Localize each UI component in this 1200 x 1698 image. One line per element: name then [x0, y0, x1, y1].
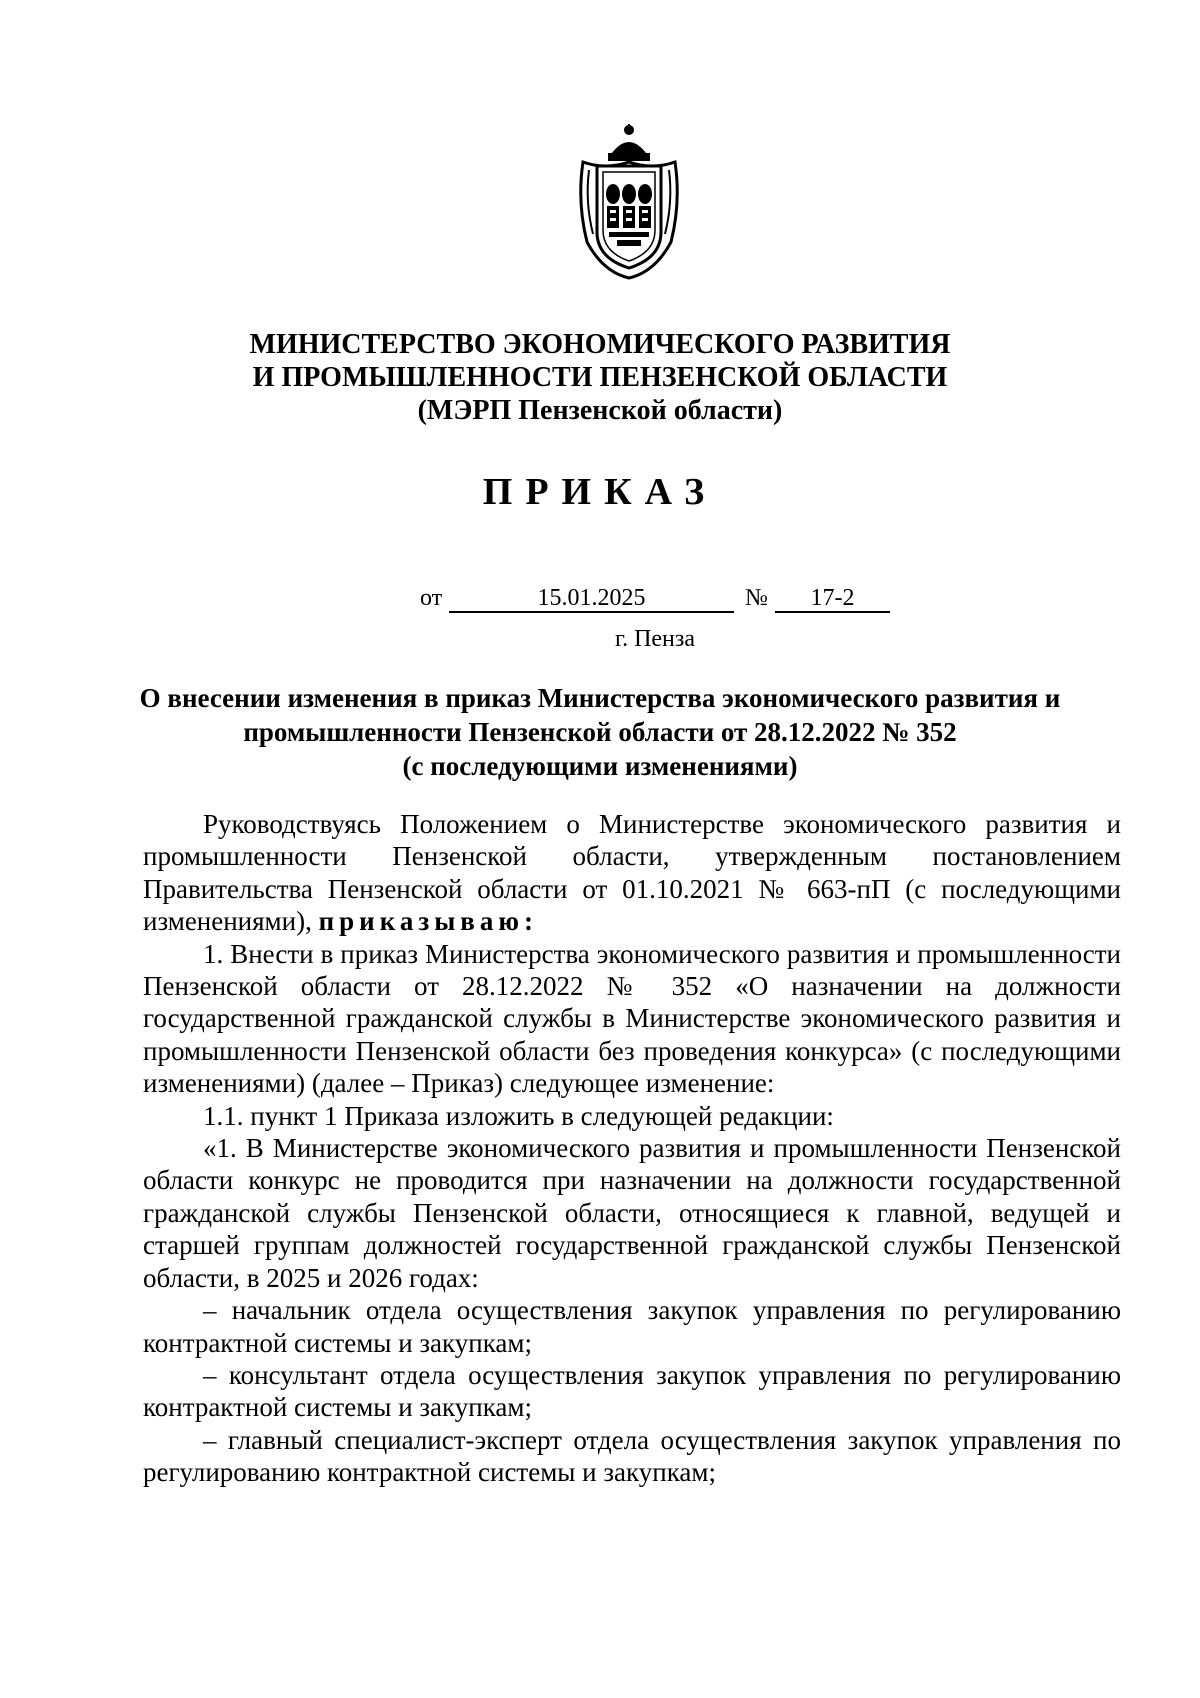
subject-line-1: О внесении изменения в приказ Министерства экономического развития и: [139, 683, 1061, 713]
preamble-text: Руководствуясь Положением о Министерстве экономического развития и промышленности Пензенской области, утвержденным постановлением Правительства Пензенской области от 01.10.2021 № 663-пП (с последующими изменениями),: [143, 809, 1121, 937]
coat-of-arms-icon: [573, 122, 685, 280]
city: г. Пенза: [614, 626, 696, 652]
list-item: – главный специалист-эксперт отдела осуществления закупок управления по регулированию контрактной системы и закупкам;: [143, 1424, 1121, 1488]
preamble-paragraph: [143, 808, 1121, 938]
paragraph-new-1: «1. В Министерстве экономического развития и промышленности Пензенской области конкурс не проводится при назначении на должности государственной гражданской службы Пензенской области, относящиеся к главной, ведущей и старшей группам должностей государственной гражданской службы Пензенской области, в 2025 и 2026 годах:: [143, 1133, 1121, 1293]
document-body: [143, 808, 1121, 1489]
ministry-name: [0, 328, 1200, 427]
subject-line-3: (с последующими изменениями): [402, 751, 798, 781]
ministry-line-2: И ПРОМЫШЛЕННОСТИ ПЕНЗЕНСКОЙ ОБЛАСТИ: [252, 362, 948, 393]
list-item: – начальник отдела осуществления закупок управления по регулированию контрактной системы и закупкам;: [143, 1295, 1121, 1358]
subject-line-2: промышленности Пензенской области от 28.12.2022 № 352: [243, 717, 957, 747]
number-prefix: №: [745, 585, 768, 611]
ministry-short-name: (МЭРП Пензенской области): [417, 395, 783, 426]
ministry-line-1: МИНИСТЕРСТВО ЭКОНОМИЧЕСКОГО РАЗВИТИЯ: [249, 329, 951, 360]
document-type: ПРИКАЗ: [482, 471, 718, 513]
list-item: – консультант отдела осуществления закупок управления по регулированию контрактной системы и закупкам;: [143, 1359, 1121, 1423]
document-number: 17-2: [775, 583, 890, 613]
paragraph-1-1: 1.1. пункт 1 Приказа изложить в следующей редакции:: [203, 1100, 834, 1131]
document-date: 15.01.2025: [449, 583, 734, 613]
document-subject: [0, 681, 1200, 783]
paragraph-1: 1. Внести в приказ Министерства экономического развития и промышленности Пензенской области от 28.12.2022 № 352 «О назначении на должности государственной гражданской службы в Министерстве экономического развития и промышленности Пензенской области без проведения конкурса» (с последующими изменениями) (далее – Приказ) следующее изменение:: [143, 938, 1121, 1099]
command-word: приказываю:: [318, 906, 539, 937]
date-prefix: от: [420, 585, 443, 611]
